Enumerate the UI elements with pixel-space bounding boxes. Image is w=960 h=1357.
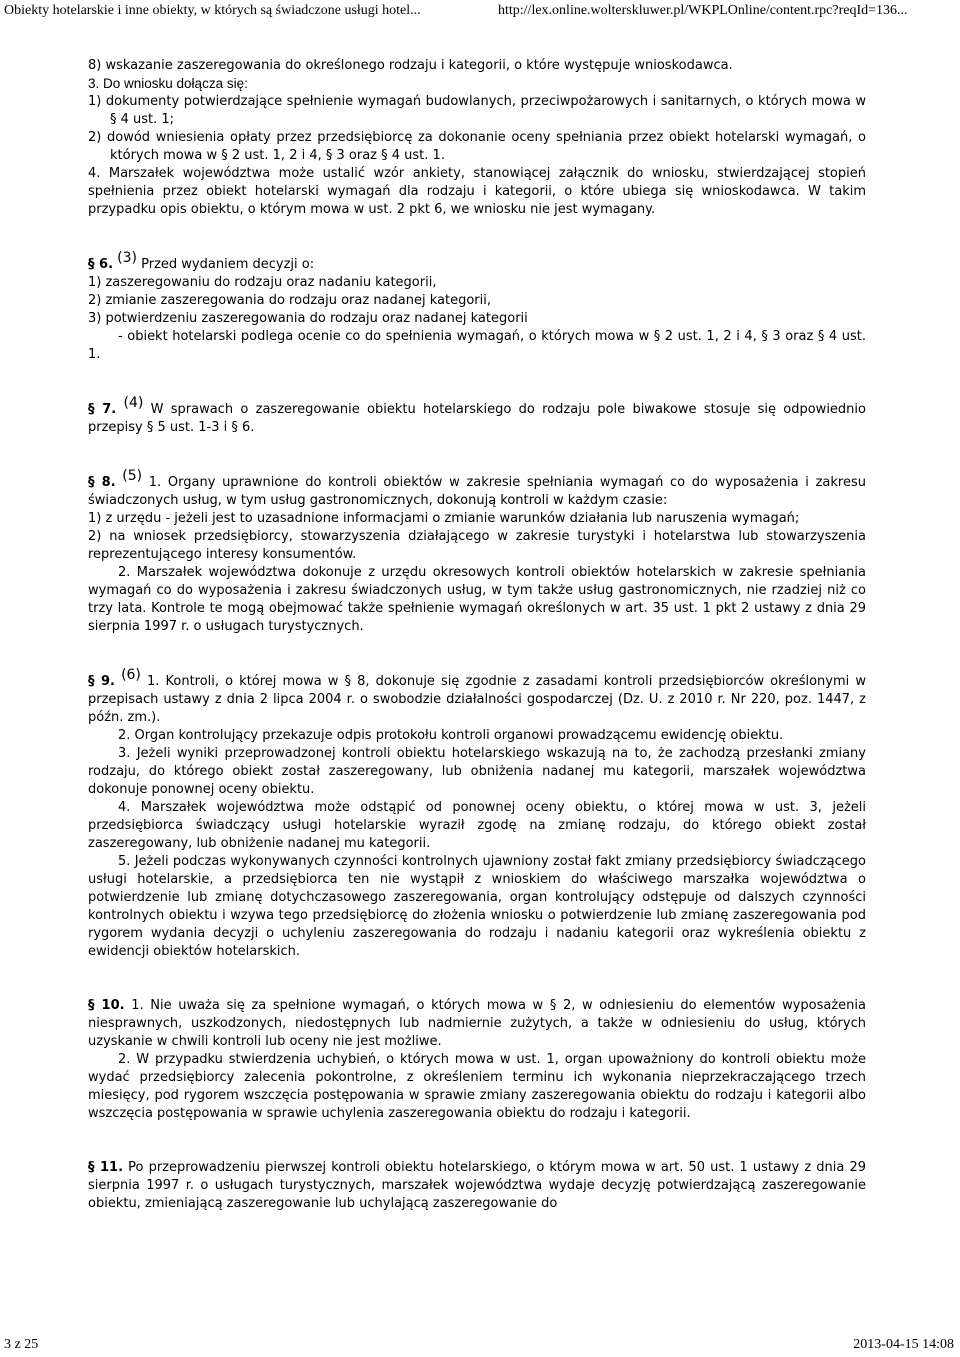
section-9 (88, 667, 866, 727)
list-item: 2) na wniosek przedsiębiorcy, stowarzyszenia działającego w zakresie turystyki i hotelarstwa lub stowarzyszenia reprezentującego interesy konsumentów. (88, 529, 866, 562)
footnote-ref[interactable]: (4) (123, 395, 144, 411)
list-item: 1) dokumenty potwierdzające spełnienie wymagań budowlanych, przeciwpożarowych i sanitarnych, o których mowa w § 4 ust. 1; (88, 94, 866, 127)
paragraph: 4. Marszałek województwa może odstąpić od ponownej oceny obiektu, o której mowa w ust. 3, jeżeli przedsiębiorca świadczący usługi hotelarskie wyraził zgodę na zmianę rodzaju, do którego obiekt został zaszeregowany, lub obniżenie nadanej mu kategorii. (88, 800, 866, 851)
section-number: § 9. (88, 674, 115, 689)
section-text: Po przeprowadzeniu pierwszej kontroli obiektu hotelarskiego, o którym mowa w art. 50 ust. 1 ustawy z dnia 29 sierpnia 1997 r. o usługach turystycznych, marszałek województwa wydaje decyzję potwierdzającą zaszeregowanie obiektu, zmieniającą zaszeregowanie lub uchylającą zaszeregowanie do (88, 1160, 866, 1211)
section-text: 1. Kontroli, o której mowa w § 8, dokonuje się zgodnie z zasadami kontroli przedsiębiorców określonymi w przepisach ustawy z dnia 2 lipca 2004 r. o swobodzie działalności gospodarczej (Dz. U. z 2010 r. Nr 220, poz. 1447, z późn. zm.). (88, 674, 866, 725)
paragraph: 2. Organ kontrolujący przekazuje odpis protokołu kontroli organowi prowadzącemu ewidencję obiektu. (118, 728, 784, 743)
paragraph: 2. W przypadku stwierdzenia uchybień, o których mowa w ust. 1, organ upoważniony do kontroli obiektu może wydać przedsiębiorcy zalecenia pokontrolne, z określeniem terminu ich wykonania nieprzekraczającego trzech miesięcy, pod rygorem wszczęcia postępowania w sprawie zmiany zaszeregowania obiektu do rodzaju i kategorii albo wszczęcia postępowania w sprawie uchylenia zaszeregowania obiektu do rodzaju i kategorii. (88, 1052, 866, 1121)
page-url[interactable]: http://lex.online.wolterskluwer.pl/WKPLOnline/content.rpc?reqId=136... (498, 3, 908, 18)
section-number: § 6. (88, 257, 114, 272)
list-item: 2) zmianie zaszeregowania do rodzaju oraz nadanej kategorii, (88, 293, 491, 308)
section-text: 1. Organy uprawnione do kontroli obiektów w zakresie spełniania wymagań co do wyposażenia i zakresu świadczonych usług, w tym usług gastronomicznych, dokonują kontroli w każdym czasie: (88, 475, 866, 508)
section-number: § 10. (88, 998, 125, 1013)
section-text: 1. Nie uważa się za spełnione wymagań, o których mowa w § 2, w odniesieniu do elementów wyposażenia niesprawnych, uszkodzonych, niedostępnych lub nadmiernie zużytych, a także w odniesieniu do usług, których uzyskanie w chwili kontroli lub oceny nie jest możliwe. (88, 998, 866, 1049)
section-10 (88, 997, 866, 1051)
browser-print-header (0, 0, 960, 22)
paragraph: 3. Jeżeli wyniki przeprowadzonej kontroli obiektu hotelarskiego wskazują na to, że zachodzą przesłanki zmiany rodzaju, do którego obiekt został zaszeregowany, lub obniżenia nadanej mu kategorii, marszałek województwa dokonuje ponownej oceny obiektu. (88, 746, 866, 797)
section-11 (88, 1159, 866, 1213)
paragraph: 3. Do wniosku dołącza się: (88, 76, 248, 91)
section-6 (88, 250, 866, 274)
footnote-ref[interactable]: (3) (117, 250, 137, 266)
section-8 (88, 468, 866, 510)
document-body (88, 57, 866, 1213)
footnote-ref[interactable]: (6) (121, 667, 141, 683)
section-text: Przed wydaniem decyzji o: (141, 257, 315, 272)
list-item: 2) dowód wniesienia opłaty przez przedsiębiorcę za dokonanie oceny spełniania przez obiekt hotelarski wymagań, o których mowa w § 2 ust. 1, 2 i 4, § 3 oraz § 4 ust. 1. (88, 130, 866, 163)
section-text: W sprawach o zaszeregowanie obiektu hotelarskiego do rodzaju pole biwakowe stosuje się odpowiednio przepisy § 5 ust. 1-3 i § 6. (88, 402, 866, 435)
paragraph: 2. Marszałek województwa dokonuje z urzędu okresowych kontroli obiektów hotelarskich w zakresie spełniania wymagań co do wyposażenia i zakresu świadczonych usług, w tym także usług gastronomicznych, nie rzadziej niż co trzy lata. Kontrole te mogą obejmować także spełnienie wymagań określonych w art. 35 ust. 1 pkt 2 ustawy z dnia 29 sierpnia 1997 r. o usługach turystycznych. (88, 565, 866, 634)
paragraph: 8) wskazanie zaszeregowania do określonego rodzaju i kategorii, o które występuje wnioskodawca. (88, 58, 733, 73)
browser-print-footer (0, 1335, 960, 1357)
section-number: § 8. (88, 475, 116, 490)
print-timestamp: 2013-04-15 14:08 (853, 1337, 954, 1352)
paragraph: - obiekt hotelarski podlega ocenie co do spełnienia wymagań, o których mowa w § 2 ust. 1, 2 i 4, § 3 oraz § 4 ust. 1. (88, 329, 866, 362)
paragraph: 5. Jeżeli podczas wykonywanych czynności kontrolnych ujawniony został fakt zmiany przedsiębiorcy świadczącego usługi hotelarskie, a przedsiębiorca ten nie wystąpił z wnioskiem do właściwego marszałka województwa o potwierdzenie lub zmianę dotychczasowego zaszeregowania, organ kontrolujący odstępuje od dalszych czynności kontrolnych obiektu i wzywa tego przedsiębiorcę do złożenia wniosku o potwierdzenie lub zmianę zaszeregowania pod rygorem wydania decyzji o uchyleniu zaszeregowania do rodzaju i nadaniu kategorii oraz wykreślenia obiektu z ewidencji obiektów hotelarskich. (88, 854, 866, 959)
section-number: § 7. (88, 402, 117, 417)
page-counter: 3 z 25 (4, 1337, 39, 1352)
page-title: Obiekty hotelarskie i inne obiekty, w których są świadczone usługi hotel... (4, 3, 421, 18)
list-item: 1) z urzędu - jeżeli jest to uzasadnione informacjami o zmianie warunków działania lub naruszenia wymagań; (88, 511, 800, 526)
footnote-ref[interactable]: (5) (122, 468, 143, 484)
section-number: § 11. (88, 1160, 124, 1175)
section-7 (88, 395, 866, 437)
paragraph: 4. Marszałek województwa może ustalić wzór ankiety, stanowiącej załącznik do wniosku, stwierdzającej stopień spełnienia przez obiekt hotelarski wymagań dla rodzaju i kategorii, o które ubiega się wnioskodawca. W takim przypadku opis obiektu, o którym mowa w ust. 2 pkt 6, we wniosku nie jest wymagany. (88, 166, 866, 217)
list-item: 1) zaszeregowaniu do rodzaju oraz nadaniu kategorii, (88, 275, 437, 290)
list-item: 3) potwierdzeniu zaszeregowania do rodzaju oraz nadanej kategorii (88, 311, 528, 326)
